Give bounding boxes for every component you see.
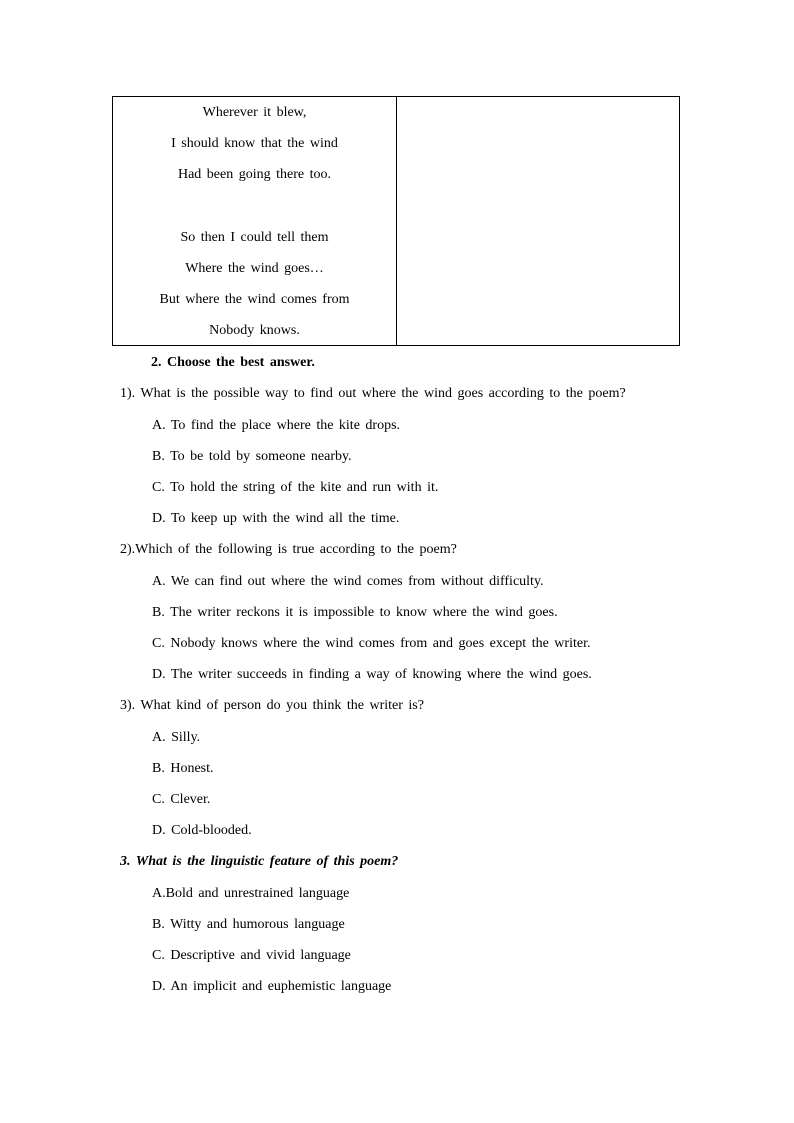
question-3-option-c: C. Clever. <box>152 792 211 807</box>
poem-line: But where the wind comes from <box>159 292 350 308</box>
section-3-option-b: B. Witty and humorous language <box>152 917 345 932</box>
section-3-option-a: A.Bold and unrestrained language <box>152 886 350 901</box>
poem-line: So then I could tell them <box>180 229 329 245</box>
question-3-option-b: B. Honest. <box>152 761 214 776</box>
empty-answer-cell <box>397 97 679 345</box>
poem-line: Wherever it blew, <box>202 105 307 120</box>
question-3-option-a: A. Silly. <box>152 730 201 745</box>
question-1-option-b: B. To be told by someone nearby. <box>152 449 352 464</box>
question-3-stem: 3). What kind of person do you think the writer is? <box>120 698 424 713</box>
question-1-stem: 1). What is the possible way to find out where the wind goes according to the poem? <box>120 386 626 401</box>
poem-line: Nobody knows. <box>209 323 300 339</box>
question-1-option-c: C. To hold the string of the kite and run with it. <box>152 480 439 495</box>
poem-cell <box>113 97 397 345</box>
question-2-option-d: D. The writer succeeds in finding a way of knowing where the wind goes. <box>152 667 592 682</box>
poem-line: I should know that the wind <box>171 136 338 152</box>
question-2-option-a: A. We can find out where the wind comes from without difficulty. <box>152 574 544 589</box>
section-3-heading: 3. What is the linguistic feature of this poem? <box>120 854 399 869</box>
question-2-option-c: C. Nobody knows where the wind comes from and goes except the writer. <box>152 636 591 651</box>
stanza-gap <box>113 197 396 228</box>
question-2-option-b: B. The writer reckons it is impossible to know where the wind goes. <box>152 605 558 620</box>
question-2-stem: 2).Which of the following is true according to the poem? <box>120 542 457 557</box>
section-2-heading: 2. Choose the best answer. <box>151 355 315 370</box>
poem-line: Where the wind goes… <box>185 260 324 276</box>
section-3-option-d: D. An implicit and euphemistic language <box>152 979 392 994</box>
question-1-option-a: A. To find the place where the kite drops. <box>152 418 401 433</box>
question-3-option-d: D. Cold-blooded. <box>152 823 252 838</box>
question-1-option-d: D. To keep up with the wind all the time. <box>152 511 400 526</box>
poem-table <box>112 96 680 346</box>
section-3-option-c: C. Descriptive and vivid language <box>152 948 351 963</box>
poem-line: Had been going there too. <box>177 167 331 183</box>
